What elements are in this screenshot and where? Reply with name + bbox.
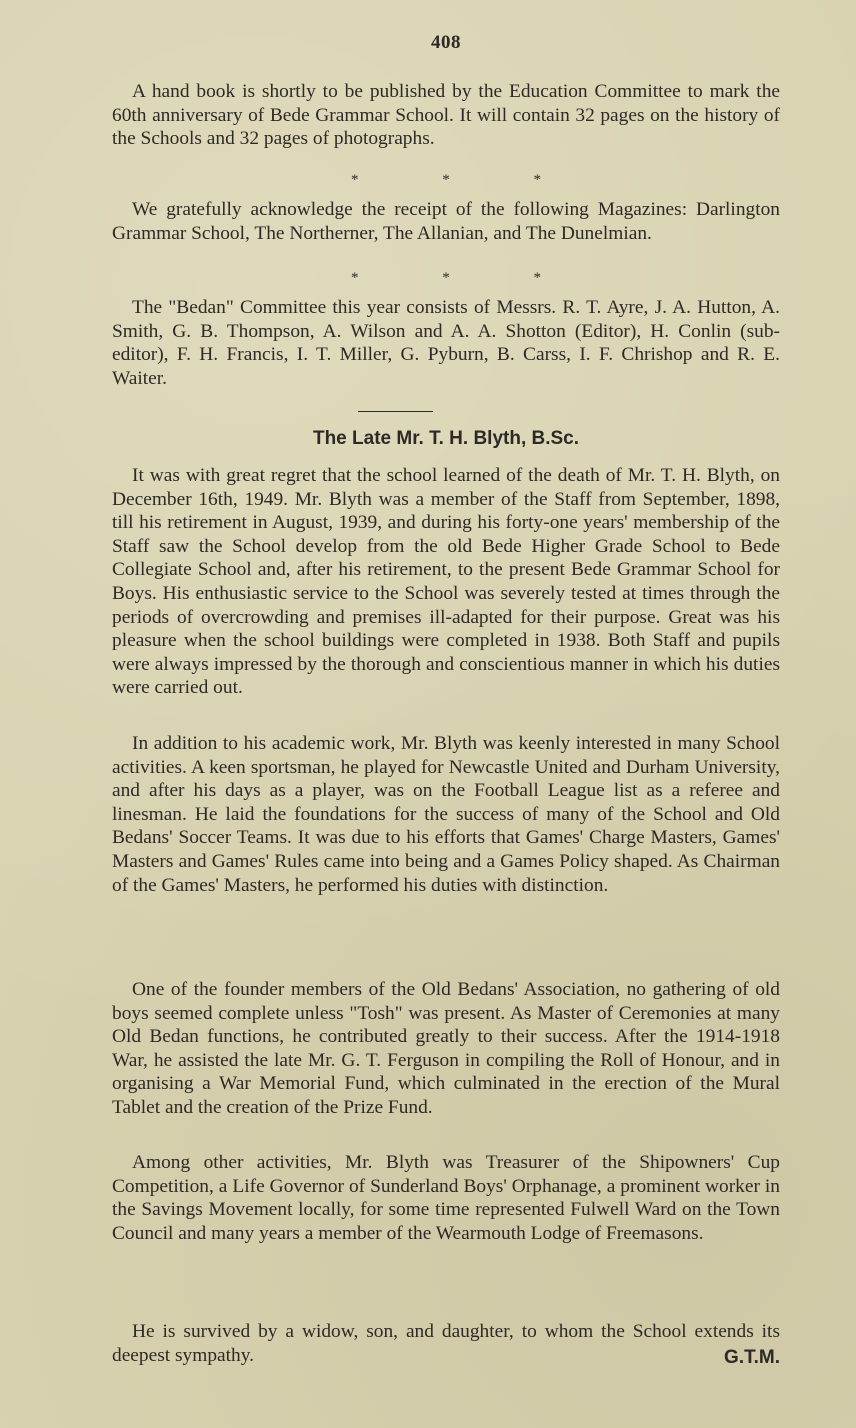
obituary-paragraph: It was with great regret that the school learned of the death of Mr. T. H. Blyth, on December 16th, 1949. Mr. Blyth was a member of the Staff from September, 1898, till his retirement in August, 1939, and during his forty-one years' membership of the Staff saw the School develop from the old Bede Higher Grade School to Bede Collegiate School and, after his retirement, to the present Bede Grammar School for Boys. His enthusiastic service to the School was severely tested at times through the periods of overcrowding and premises ill-adapted for their purpose. Great was his pleasure when the school buildings were completed in 1938. Both Staff and pupils were always impressed by the thorough and conscientious manner in which his duties were carried out. [112, 465, 780, 699]
author-signature: G.T.M. [724, 1346, 780, 1368]
obituary-paragraph: In addition to his academic work, Mr. Blyth was keenly interested in many School activities. A keen sportsman, he played for Newcastle United and Durham University, and after his days as a player, was on the Football League list as a referee and linesman. He laid the foundations for the success of many of the School and Old Bedans' Soccer Teams. It was due to his efforts that Games' Charge Masters, Games' Masters and Games' Rules came into being and a Games Policy shaped. As Chairman of the Games' Masters, he performed his duties with distinction. [112, 733, 780, 896]
committee-paragraph: The "Bedan" Committee this year consists of Messrs. R. T. Ayre, J. A. Hutton, A. Smith, G. B. Thompson, A. Wilson and A. A. Shotton (Editor), H. Conlin (sub-editor), F. H. Francis, I. T. Miller, G. Pyburn, B. Carss, I. F. Chrishop and R. E. Waiter. [112, 297, 780, 389]
obituary-paragraph: Among other activities, Mr. Blyth was Treasurer of the Shipowners' Cup Competition, a Life Governor of Sunderland Boys' Orphanage, a prominent worker in the Savings Movement locally, for some time represented Fulwell Ward on the Town Council and many years a member of the Wearmouth Lodge of Freemasons. [112, 1152, 780, 1244]
handbook-paragraph: A hand book is shortly to be published by the Education Committee to mark the 60th anniversary of Bede Grammar School. It will contain 32 pages on the history of the Schools and 32 pages of photographs. [112, 81, 780, 150]
section-separator: * * * [351, 172, 581, 188]
page [112, 0, 780, 1428]
page-number: 408 [431, 32, 461, 53]
closing-text: He is survived by a widow, son, and daughter, to whom the School extends its deepest sympathy. [112, 1321, 780, 1366]
closing-paragraph [112, 1320, 780, 1369]
section-separator: * * * [351, 270, 581, 286]
obituary-paragraph: One of the founder members of the Old Bedans' Association, no gathering of old boys seemed complete unless "Tosh" was present. As Master of Ceremonies at many Old Bedan functions, he contributed greatly to their success. After the 1914-1918 War, he assisted the late Mr. G. T. Ferguson in compiling the Roll of Honour, and in organising a War Memorial Fund, which culminated in the erection of the Mural Tablet and the creation of the Prize Fund. [112, 979, 780, 1118]
obituary-heading: The Late Mr. T. H. Blyth, B.Sc. [312, 428, 580, 449]
magazines-paragraph: We gratefully acknowledge the receipt of the following Magazines: Darlington Grammar School, The Northerner, The Allanian, and The Dunelmian. [112, 199, 780, 244]
section-divider-rule [358, 411, 433, 412]
